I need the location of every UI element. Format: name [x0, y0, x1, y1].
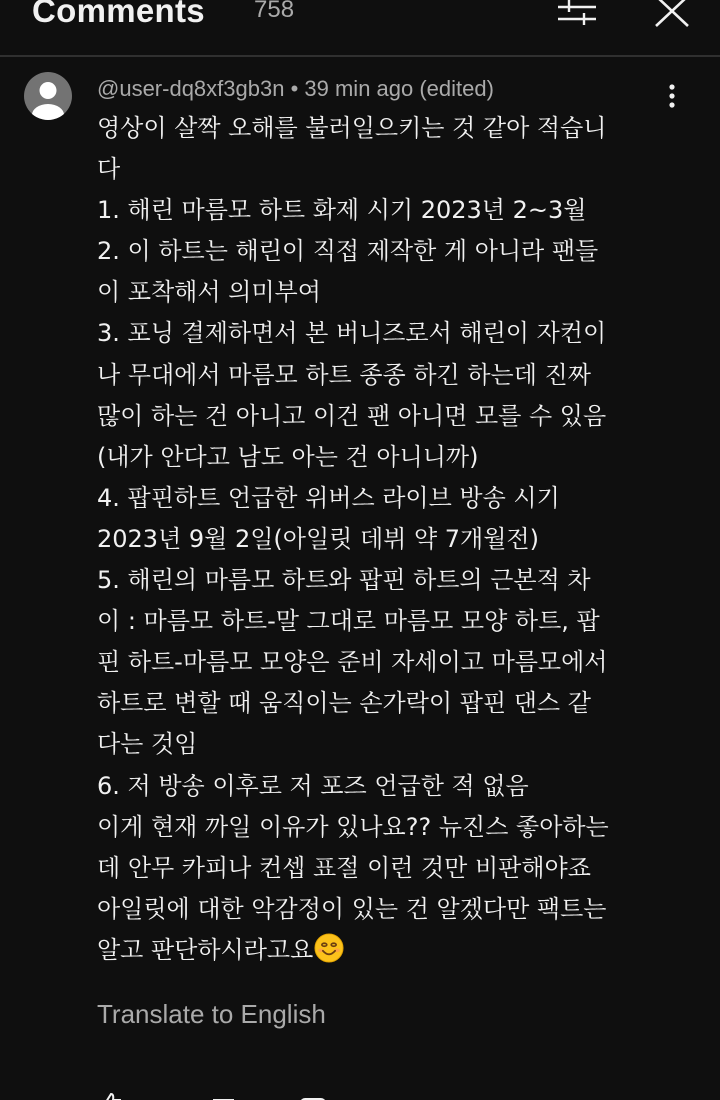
comments-header: [0, 0, 720, 56]
comment-meta: [97, 74, 494, 104]
comment-author[interactable]: @user-dq8xf3gb3n: [97, 76, 285, 101]
comment-line: 아일릿에 대한 악감정이 있는 건 알겠다만 팩트는: [97, 894, 607, 923]
sort-sliders-icon[interactable]: [556, 0, 598, 26]
comment-line: 나 무대에서 마름모 하트 종종 하긴 하는데 진짜: [97, 360, 591, 389]
comment-line: 1. 해린 마름모 하트 화제 시기 2023년 2~3월: [97, 196, 587, 225]
comment-action-row: [0, 1086, 720, 1100]
like-icon[interactable]: [96, 1092, 126, 1100]
comment-line: 이 포착해서 의미부여: [97, 278, 321, 307]
comment-line: 4. 팝핀하트 언급한 위버스 라이브 방송 시기: [97, 483, 560, 512]
comment-line: 하트로 변할 때 움직이는 손가락이 팝핀 댄스 같: [97, 689, 591, 718]
comment-line: 6. 저 방송 이후로 저 포즈 언급한 적 없음: [97, 771, 529, 800]
comment-line-text: 알고 판단하시라고요: [97, 935, 314, 964]
header-divider: [0, 55, 720, 57]
comment-line: (내가 안다고 남도 아는 건 아니니까): [97, 442, 479, 471]
comment-line: 다: [97, 155, 121, 184]
comment-line: 이 : 마름모 하트-말 그대로 마름모 모양 하트, 팝: [97, 607, 600, 636]
close-icon[interactable]: [652, 0, 692, 28]
meta-separator: •: [284, 76, 305, 101]
comments-count: 758: [254, 0, 295, 23]
comment-line: 2. 이 하트는 해린이 직접 제작한 게 아니라 팬들: [97, 237, 599, 266]
comment-line: 다는 것임: [97, 730, 198, 759]
smiling-face-emoji-icon: [314, 933, 344, 963]
translate-to-english-link[interactable]: Translate to English: [97, 999, 326, 1029]
comments-title: Comments: [32, 0, 205, 29]
comment-text: [97, 108, 672, 971]
comment-line: 데 안무 카피나 컨셉 표절 이런 것만 비판해야죠: [97, 853, 591, 882]
comment-line: 5. 해린의 마름모 하트와 팝핀 하트의 근본적 차: [97, 566, 591, 595]
comment-line: 많이 하는 건 아니고 이건 팬 아니면 모를 수 있음: [97, 401, 607, 430]
comment-line: 3. 포닝 결제하면서 본 버니즈로서 해린이 자컨이: [97, 319, 607, 348]
reply-icon[interactable]: [298, 1092, 328, 1100]
comment-line-last: [97, 930, 672, 971]
comment-line: 이게 현재 까일 이유가 있나요?? 뉴진스 좋아하는: [97, 812, 609, 841]
comment-line: 핀 하트-마름모 모양은 준비 자세이고 마름모에서: [97, 648, 608, 677]
default-avatar-icon[interactable]: [24, 72, 72, 120]
comment-line: 2023년 9월 2일(아일릿 데뷔 약 7개월전): [97, 524, 539, 553]
comment-line: 영상이 살짝 오해를 불러일으키는 것 같아 적습니: [97, 114, 607, 142]
comment-time: 39 min ago (edited): [304, 76, 494, 101]
dislike-icon[interactable]: [210, 1092, 240, 1100]
